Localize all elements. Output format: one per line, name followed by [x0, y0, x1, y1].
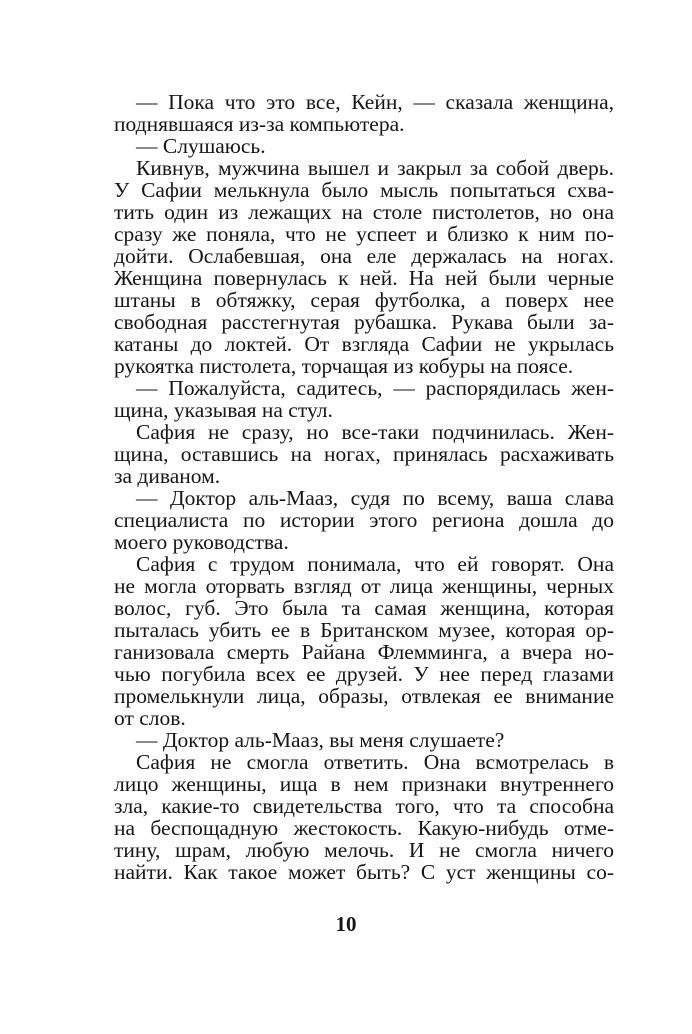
text-line: тить один из лежащих на столе пистолетов, но она: [114, 200, 614, 224]
page-number: 10: [335, 912, 357, 936]
text-line: щина, оставшись на ногах, принялась расхаживать: [114, 442, 614, 466]
text-line: от слов.: [114, 706, 186, 730]
text-line: дойти. Ослабевшая, она еле держалась на ногах.: [114, 244, 614, 268]
text-line: У Сафии мелькнула было мысль попытаться схва-: [114, 178, 614, 202]
text-line: ганизовала смерть Райана Флемминга, а вчера но-: [114, 640, 614, 664]
text-line: найти. Как такое может быть? С уст женщины со-: [114, 860, 614, 884]
text-line: волос, губ. Это была та самая женщина, которая: [114, 596, 614, 620]
text-line: — Доктор аль-Мааз, судя по всему, ваша слава: [136, 486, 614, 510]
text-line: зла, какие-то свидетельства того, что та способна: [114, 794, 614, 818]
text-line: катаны до локтей. От взгляда Сафии не укрылась: [114, 332, 614, 356]
text-line: промелькнули лица, образы, отвлекая ее внимание: [114, 684, 614, 708]
text-line: — Пожалуйста, садитесь, — распорядилась жен-: [136, 376, 614, 400]
text-line: Кивнув, мужчина вышел и закрыл за собой дверь.: [136, 156, 614, 180]
text-line: не могла оторвать взгляд от лица женщины, черных: [114, 574, 614, 598]
text-line: лицо женщины, ища в нем признаки внутреннего: [114, 772, 614, 796]
text-line: Сафия не смогла ответить. Она всмотрелась в: [136, 750, 614, 774]
text-line: чью погубила всех ее друзей. У нее перед глазами: [114, 662, 614, 686]
text-line: — Слушаюсь.: [136, 134, 266, 158]
text-line: Женщина повернулась к ней. На ней были черные: [114, 266, 614, 290]
text-line: — Пока что это все, Кейн, — сказала женщина,: [136, 90, 614, 114]
text-line: сразу же поняла, что не успеет и близко к ним по-: [114, 222, 614, 246]
text-line: тину, шрам, любую мелочь. И не смогла ничего: [114, 838, 614, 862]
text-line: на беспощадную жестокость. Какую-нибудь отме-: [114, 816, 614, 840]
text-line: пыталась убить ее в Британском музее, которая ор-: [114, 618, 614, 642]
text-line: Сафия не сразу, но все-таки подчинилась. Жен-: [136, 420, 614, 444]
text-line: специалиста по истории этого региона дошла до: [114, 508, 614, 532]
text-line: поднявшаяся из-за компьютера.: [114, 112, 405, 136]
text-line: рукоятка пистолета, торчащая из кобуры на поясе.: [114, 354, 574, 378]
text-line: свободная расстегнутая рубашка. Рукава были за-: [114, 310, 614, 334]
text-line: щина, указывая на стул.: [114, 398, 333, 422]
text-line: штаны в обтяжку, серая футболка, а поверх нее: [114, 288, 614, 312]
text-line: моего руководства.: [114, 530, 289, 554]
book-page-text: [114, 91, 614, 883]
text-line: за диваном.: [114, 464, 221, 488]
text-line: Сафия с трудом понимала, что ей говорят. Она: [136, 552, 614, 576]
text-line: — Доктор аль-Мааз, вы меня слушаете?: [136, 728, 505, 752]
